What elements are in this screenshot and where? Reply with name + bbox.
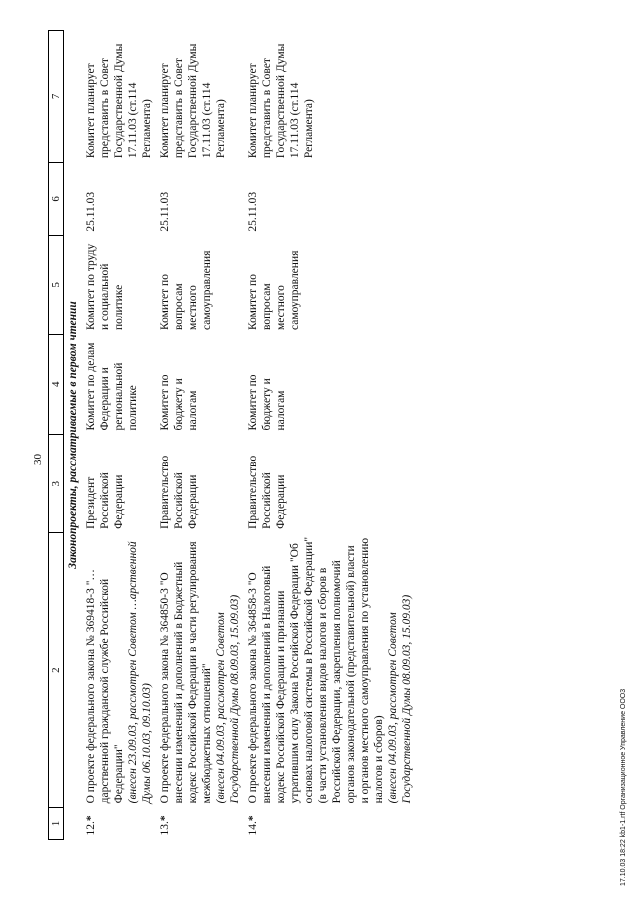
lead-committee: Комитет по бюджету и налогам [159,374,199,431]
column-header-7: 7 [49,31,64,163]
page-number: 30 [32,454,44,465]
date: 25.11.03 [159,191,171,232]
section-title: Законопроекты, рассматриваемые в первом чтении [67,301,79,569]
bill-title: О проекте федерального закона № 364858-3 "О внесении изменений и дополнений в Налоговый кодекс Российской Федерации и признании утратившим силу Закона Российской Федерации "Об основах налоговой системы в Российской Федерации" (в части установления видов налогов и сборов в Российской Федерации, закрепления полномочий органов законодательной (представительной) власти и органов местного самоуправления по установлению налогов и сборов) [247,536,385,804]
bill-description-cell [82,533,156,808]
table-row [244,31,416,840]
row-number: 13. [159,821,171,836]
footer-text: 17.10.03 18:22 kb1-1.rtf Организационное Управление ООО3 [620,688,627,886]
bill-note: (внесен 04.09.03, рассмотрен Советом Государственной Думы 08.09.03, 15.09.03) [387,594,413,804]
row-star: * [85,815,97,822]
lead-committee: Комитет по бюджету и налогам [247,374,287,431]
row-star: * [247,815,259,822]
bill-note: (внесен 04.09.03, рассмотрен Советом Государственной Думы 08.09.03, 15.09.03) [215,594,241,804]
table-row [156,31,244,840]
column-header-5: 5 [49,236,64,334]
column-header-1: 1 [49,807,64,839]
bill-description-cell [244,533,416,808]
column-header-row [49,31,64,840]
agenda-table [48,30,416,840]
initiator: Правительство Российской Федерации [159,455,199,529]
remark: Комитет планирует представить в Совет Государственной Думы 17.11.03 (ст.114 Регламента) [247,43,315,159]
row-star: * [159,815,171,822]
column-header-2: 2 [49,533,64,808]
date: 25.11.03 [247,191,259,232]
table-row [82,31,156,840]
initiator: Президент Российской Федерации [85,472,125,529]
remark: Комитет планирует представить в Совет Государственной Думы 17.11.03 (ст.114 Регламента) [159,43,227,159]
row-number-cell [244,807,416,839]
bill-title: О проекте федерального закона № 369418-3 "…дарственной гражданской службе Российской Федерации" [85,569,125,804]
co-committee: Комитет по труду и социальной политике [85,243,125,331]
lead-committee: Комитет по делам Федерации и региональной политике [85,342,139,431]
remark: Комитет планирует представить в Совет Государственной Думы 17.11.03 (ст.114 Регламента) [85,43,153,159]
column-header-6: 6 [49,162,64,236]
row-number-cell [156,807,244,839]
initiator: Правительство Российской Федерации [247,455,287,529]
row-number: 12. [85,821,97,836]
column-header-4: 4 [49,334,64,434]
date: 25.11.03 [85,191,97,232]
row-number-cell [82,807,156,839]
co-committee: Комитет по вопросам местного самоуправления [159,250,213,331]
co-committee: Комитет по вопросам местного самоуправления [247,250,301,331]
bill-description-cell [156,533,244,808]
row-number: 14. [247,821,259,836]
bill-title: О проекте федерального закона № 364850-3 "О внесении изменений и дополнений в Бюджетный кодекс Российской Федерации в части регулирования межбюджетных отношений" [159,541,213,804]
bill-note: (внесен 23.09.03, рассмотрен Советом …арственной Думы 06.10.03, 09.10.03) [127,541,153,804]
section-row [64,31,83,840]
column-header-3: 3 [49,435,64,533]
